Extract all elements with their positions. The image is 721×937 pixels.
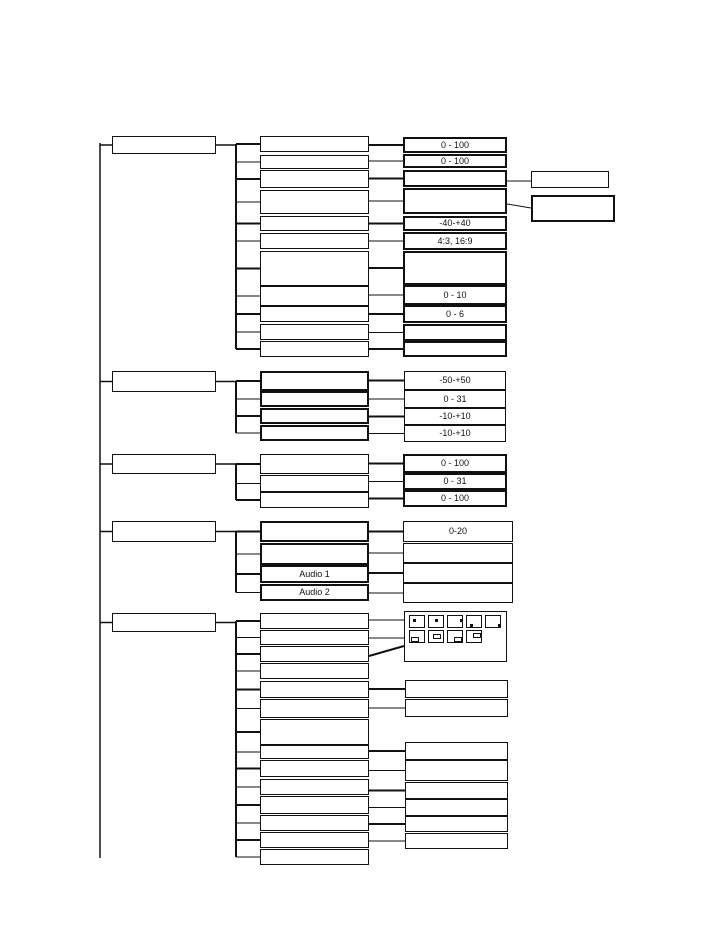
menu-4-value-box-text: 0-20 — [448, 526, 467, 536]
menu-1-value-box — [403, 251, 507, 285]
menu-1-item-box — [260, 324, 369, 340]
sub-option-box — [531, 171, 609, 188]
menu-5-item-box — [260, 646, 369, 662]
menu-1-item-box — [260, 286, 369, 306]
pip-top-center-icon — [428, 615, 444, 628]
menu-1-item-box — [260, 136, 369, 152]
pip-window-corner-icon — [466, 630, 482, 643]
menu-5-item-box — [260, 630, 369, 645]
menu-2-box — [112, 371, 216, 392]
menu-1-item-box — [260, 190, 369, 214]
menu-1-value-box — [403, 216, 507, 231]
menu-5-value-box — [405, 699, 508, 717]
menu-4-value-box — [403, 583, 513, 603]
menu-1-value-box-text: 4:3, 16:9 — [437, 235, 473, 246]
menu-2-value-box — [404, 408, 506, 425]
menu-5-value-box — [405, 799, 508, 816]
menu-3-value-box-text: 0 - 31 — [443, 476, 467, 486]
sub-option-box — [531, 195, 615, 222]
menu-1-value-box-text: 0 - 100 — [440, 139, 470, 150]
menu-1-value-box — [403, 305, 507, 323]
menu-4-item-box — [260, 565, 369, 583]
menu-1-value-box — [403, 324, 507, 341]
menu-1-value-box-text: 0 - 10 — [443, 289, 467, 300]
menu-4-item-box — [260, 584, 369, 601]
menu-3-value-box — [403, 454, 507, 473]
menu-5-value-box — [405, 760, 508, 781]
menu-1-item-box — [260, 233, 369, 249]
menu-4-value-box — [403, 521, 513, 542]
menu-1-value-box — [403, 137, 507, 153]
menu-1-value-box — [403, 170, 507, 187]
connector-line — [507, 204, 531, 208]
menu-3-item-box — [260, 454, 369, 474]
menu-4-box — [112, 521, 216, 542]
menu-5-item-box — [260, 699, 369, 718]
connector-line — [369, 646, 404, 656]
menu-5-item-box — [260, 745, 369, 759]
menu-2-value-box-text: -50-+50 — [439, 375, 471, 385]
menu-5-item-box — [260, 613, 369, 629]
menu-5-value-box — [405, 680, 508, 698]
menu-5-item-box — [260, 663, 369, 679]
menu-5-item-box — [260, 719, 369, 745]
pip-window-center-icon — [428, 630, 444, 643]
menu-1-value-box-text: -40-+40 — [439, 218, 471, 228]
menu-3-value-box — [403, 473, 507, 490]
menu-2-value-box-text: -10-+10 — [439, 428, 471, 438]
menu-5-box — [112, 613, 216, 632]
menu-3-value-box-text: 0 - 100 — [440, 458, 470, 468]
menu-2-item-box — [260, 391, 369, 407]
pip-bottom-left-icon — [466, 615, 482, 628]
menu-1-value-box — [403, 188, 507, 214]
menu-3-item-box — [260, 475, 369, 492]
menu-1-value-box — [403, 341, 507, 357]
menu-1-value-box — [403, 285, 507, 305]
pip-top-right-icon — [447, 615, 463, 628]
menu-4-item-box — [260, 521, 369, 542]
menu-2-value-box — [404, 390, 506, 408]
menu-1-item-box — [260, 216, 369, 231]
menu-4-item-box-text: Audio 1 — [299, 568, 330, 579]
menu-3-item-box — [260, 492, 369, 508]
menu-5-item-box — [260, 849, 369, 865]
menu-1-item-box — [260, 155, 369, 169]
menu-5-value-box — [405, 816, 508, 832]
menu-5-item-box — [260, 796, 369, 814]
menu-5-value-box — [405, 833, 508, 849]
menu-1-value-box-text: 0 - 6 — [445, 308, 464, 319]
menu-1-value-box — [403, 154, 507, 168]
menu-5-value-box — [405, 742, 508, 760]
pip-window-right-icon — [447, 630, 463, 643]
menu-5-item-box — [260, 779, 369, 795]
menu-1-item-box — [260, 306, 369, 322]
menu-3-box — [112, 454, 216, 474]
menu-4-value-box — [403, 543, 513, 563]
menu-5-item-box — [260, 832, 369, 848]
menu-2-item-box — [260, 425, 369, 441]
menu-1-item-box — [260, 251, 369, 286]
menu-2-value-box-text: -10-+10 — [439, 411, 471, 421]
menu-1-box — [112, 136, 216, 154]
menu-5-item-box — [260, 815, 369, 831]
menu-3-value-box-text: 0 - 100 — [440, 493, 470, 503]
menu-4-item-box — [260, 543, 369, 565]
menu-1-item-box — [260, 170, 369, 188]
menu-4-value-box — [403, 563, 513, 583]
menu-1-value-box-text: 0 - 100 — [440, 155, 470, 166]
pip-window-left-icon — [409, 630, 425, 643]
menu-5-item-box — [260, 681, 369, 698]
menu-5-value-box — [405, 782, 508, 799]
menu-4-item-box-text: Audio 2 — [299, 587, 330, 597]
menu-2-value-box — [404, 425, 506, 442]
menu-1-value-box — [403, 232, 507, 250]
menu-3-value-box — [403, 490, 507, 507]
menu-2-value-box — [404, 371, 506, 390]
menu-2-item-box — [260, 408, 369, 424]
menu-1-item-box — [260, 341, 369, 357]
pip-bottom-right-icon — [485, 615, 501, 628]
menu-2-value-box-text: 0 - 31 — [443, 393, 467, 404]
menu-2-item-box — [260, 371, 369, 391]
pip-top-left-icon — [409, 615, 425, 628]
menu-5-item-box — [260, 760, 369, 777]
